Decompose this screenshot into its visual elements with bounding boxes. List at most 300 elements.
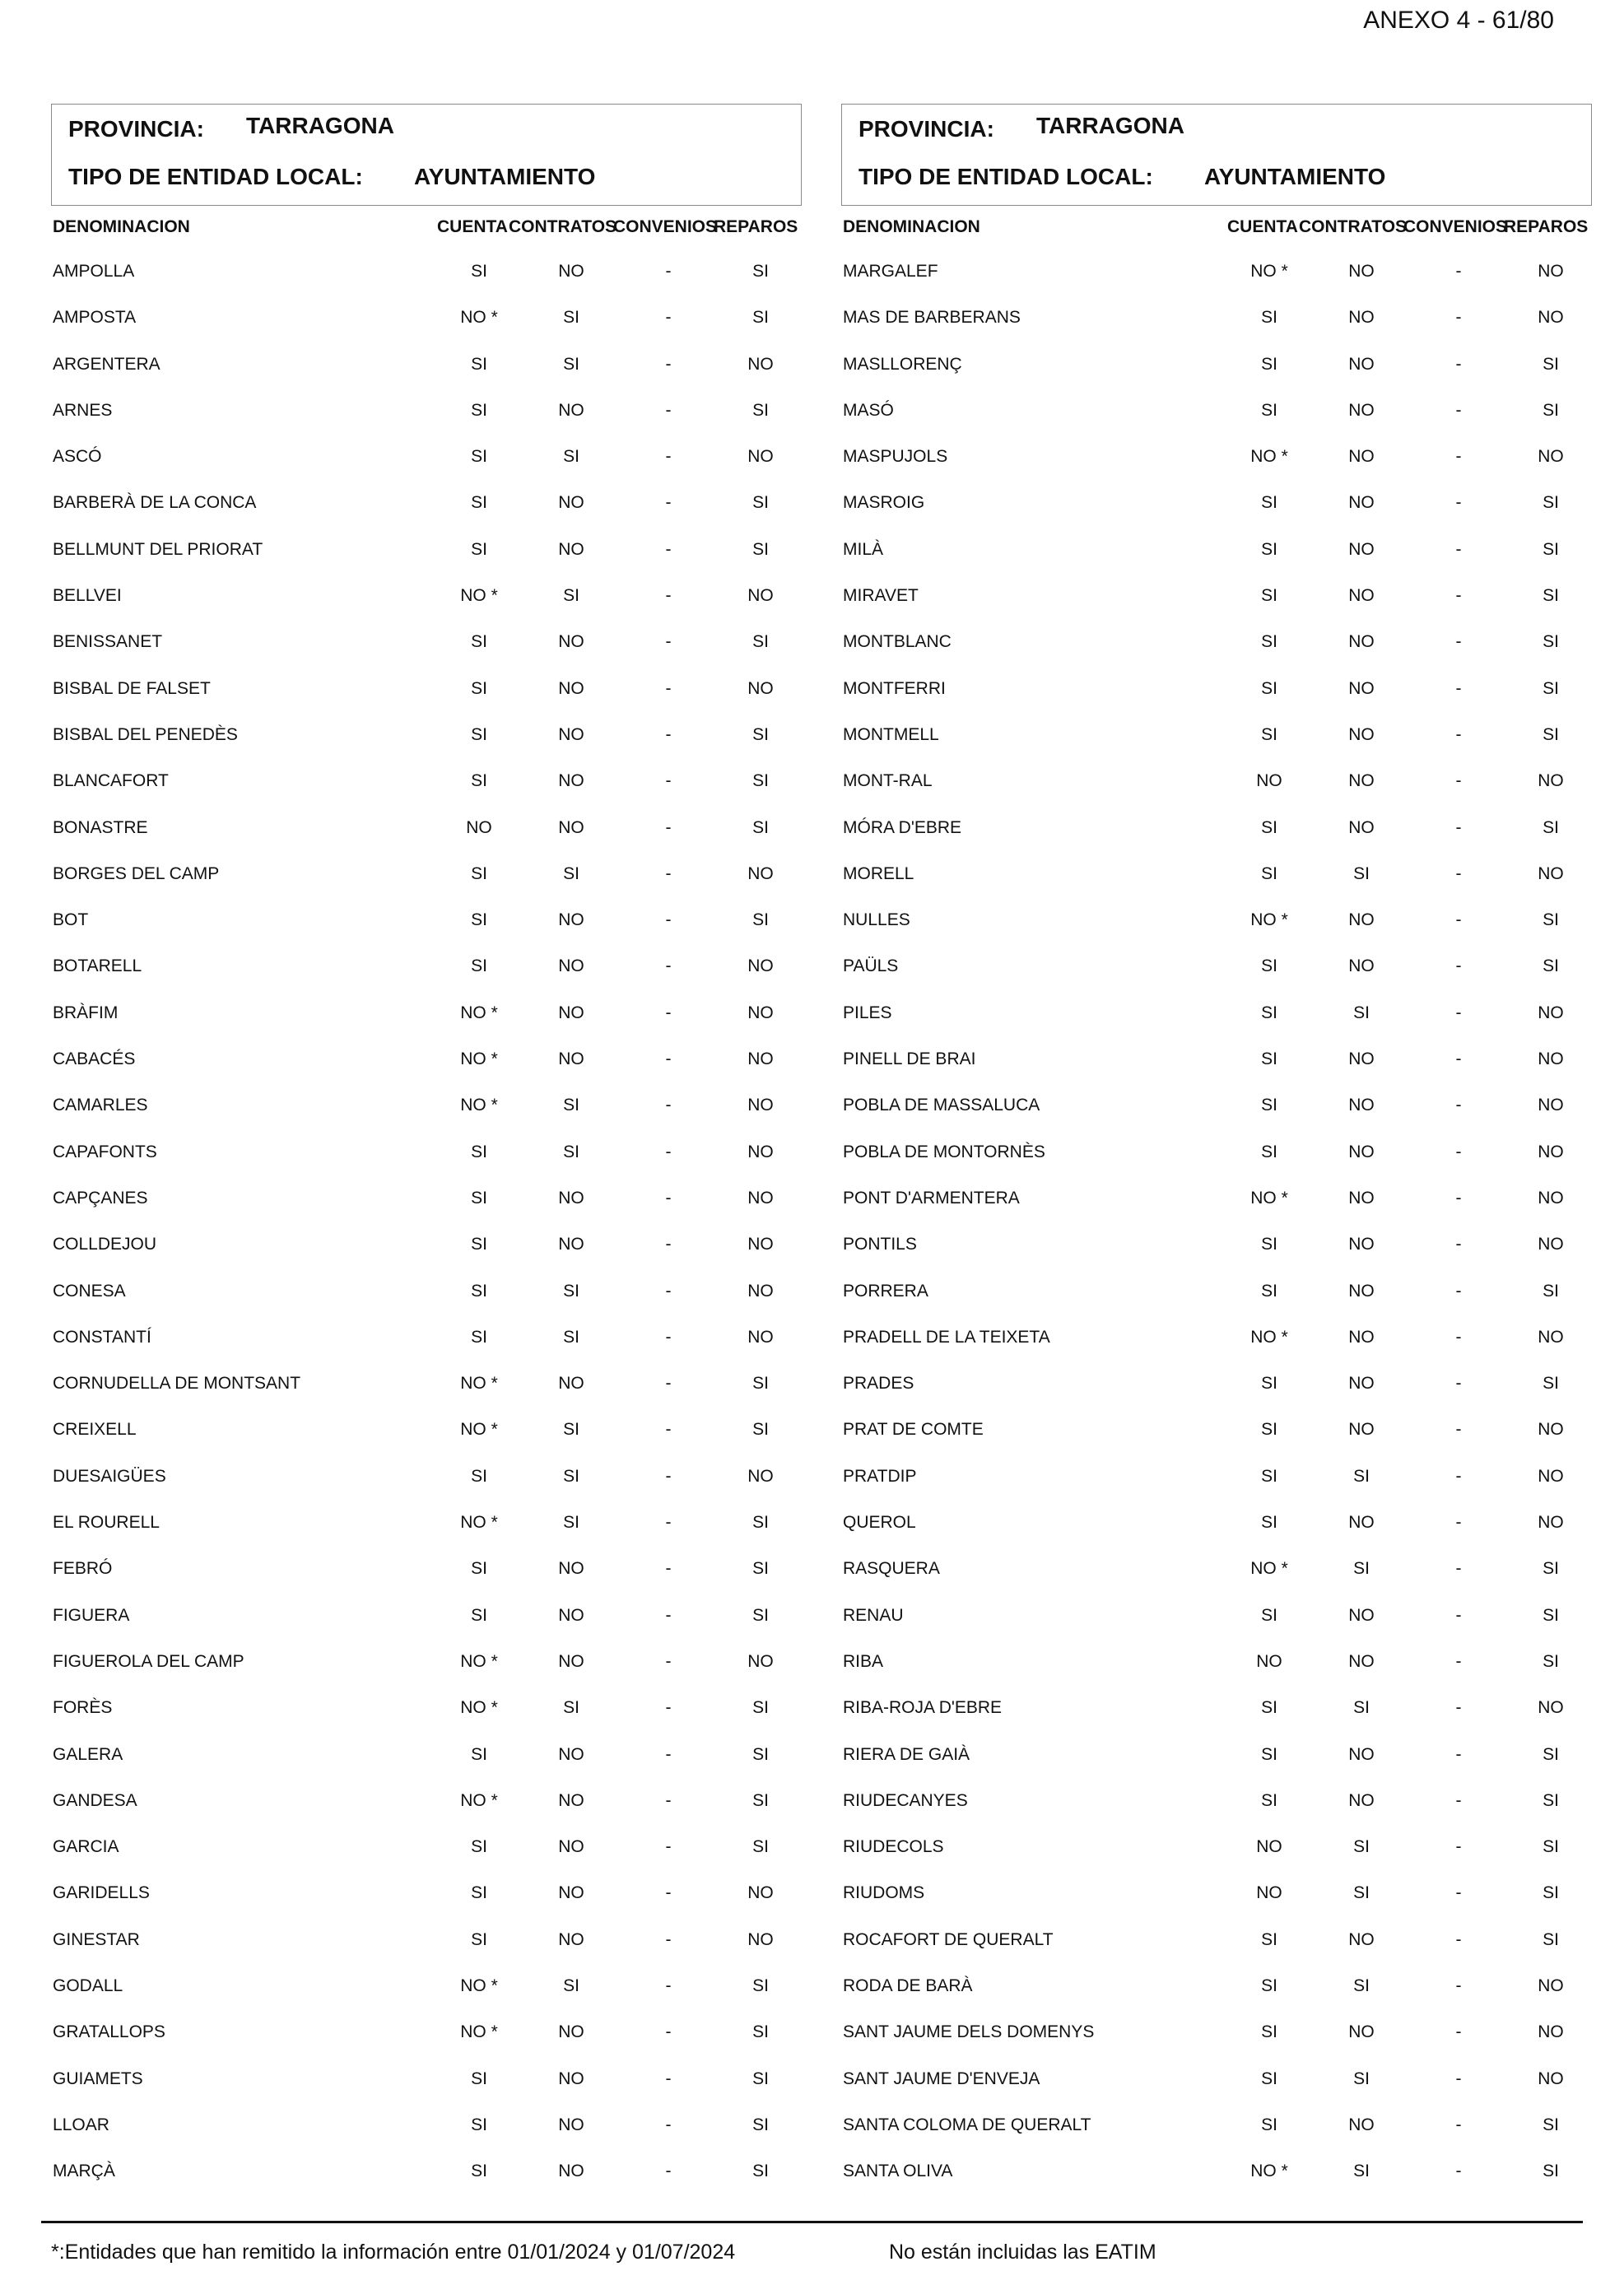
reparos-value: SI bbox=[752, 1559, 769, 1579]
cuenta-value: NO * bbox=[460, 1374, 498, 1394]
contratos-value: SI bbox=[563, 1466, 579, 1486]
contratos-value: NO bbox=[1348, 956, 1375, 976]
convenios-value: - bbox=[1455, 817, 1462, 837]
table-row bbox=[841, 943, 1592, 989]
cuenta-value: NO * bbox=[460, 586, 498, 606]
convenios-value: - bbox=[665, 2115, 672, 2134]
cuenta-value: SI bbox=[471, 771, 487, 791]
entity-name: CABACÉS bbox=[53, 1049, 136, 1069]
entity-name: BARBERÀ DE LA CONCA bbox=[53, 493, 257, 513]
reparos-value: SI bbox=[1543, 910, 1559, 930]
table-row bbox=[51, 1685, 802, 1731]
convenios-value: - bbox=[665, 1142, 672, 1161]
reparos-value: NO bbox=[1538, 1142, 1564, 1161]
entity-name: PRAT DE COMTE bbox=[843, 1420, 984, 1440]
table-row bbox=[841, 1732, 1592, 1778]
cuenta-value: SI bbox=[471, 400, 487, 420]
convenios-value: - bbox=[665, 262, 672, 281]
reparos-value: NO bbox=[1538, 1003, 1564, 1022]
contratos-value: NO bbox=[1348, 678, 1375, 698]
cuenta-value: SI bbox=[471, 2115, 487, 2134]
table-row bbox=[51, 249, 802, 295]
cuenta-value: SI bbox=[471, 956, 487, 976]
cuenta-value: NO * bbox=[460, 1096, 498, 1115]
contratos-value: NO bbox=[1348, 1049, 1375, 1069]
cuenta-value: SI bbox=[471, 1281, 487, 1301]
entity-name: SANTA OLIVA bbox=[843, 2162, 953, 2181]
contratos-value: NO bbox=[1348, 1327, 1375, 1347]
entity-name: RIBA bbox=[843, 1651, 884, 1671]
cuenta-value: SI bbox=[1261, 1374, 1277, 1394]
table-row bbox=[51, 1593, 802, 1639]
cuenta-value: SI bbox=[1261, 1976, 1277, 1995]
contratos-value: NO bbox=[1348, 354, 1375, 374]
entity-name: GALERA bbox=[53, 1744, 123, 1764]
contratos-value: NO bbox=[1348, 724, 1375, 744]
entity-name: BORGES DEL CAMP bbox=[53, 863, 220, 883]
table-row bbox=[841, 2148, 1592, 2194]
entity-name: RIBA-ROJA D'EBRE bbox=[843, 1698, 1003, 1718]
entity-name: MÓRA D'EBRE bbox=[843, 817, 962, 837]
reparos-value: NO bbox=[1538, 447, 1564, 467]
convenios-value: - bbox=[1455, 1281, 1462, 1301]
contratos-value: NO bbox=[558, 1929, 584, 1949]
contratos-value: NO bbox=[1348, 1744, 1375, 1764]
reparos-value: SI bbox=[1543, 956, 1559, 976]
left-panel bbox=[51, 104, 802, 2194]
reparos-value: SI bbox=[1543, 1559, 1559, 1579]
convenios-value: - bbox=[665, 1883, 672, 1903]
convenios-value: - bbox=[1455, 493, 1462, 513]
entity-name: AMPOLLA bbox=[53, 262, 135, 281]
table-row bbox=[841, 1824, 1592, 1870]
table-row bbox=[51, 1222, 802, 1268]
convenios-value: - bbox=[1455, 2162, 1462, 2181]
contratos-value: SI bbox=[563, 1420, 579, 1440]
col-reparos: REPAROS bbox=[1504, 217, 1589, 236]
contratos-value: SI bbox=[563, 447, 579, 467]
cuenta-value: SI bbox=[1261, 539, 1277, 559]
contratos-value: SI bbox=[1353, 863, 1370, 883]
entity-name: POBLA DE MASSALUCA bbox=[843, 1096, 1040, 1115]
convenios-value: - bbox=[665, 447, 672, 467]
convenios-value: - bbox=[1455, 308, 1462, 328]
contratos-value: NO bbox=[558, 2022, 584, 2042]
reparos-value: NO bbox=[1538, 1976, 1564, 1995]
convenios-value: - bbox=[665, 1790, 672, 1810]
entity-name: QUEROL bbox=[843, 1513, 916, 1533]
convenios-value: - bbox=[1455, 1976, 1462, 1995]
cuenta-value: NO * bbox=[460, 1513, 498, 1533]
contratos-value: NO bbox=[558, 493, 584, 513]
reparos-value: SI bbox=[1543, 1744, 1559, 1764]
table-row bbox=[51, 1500, 802, 1546]
table-row bbox=[51, 527, 802, 573]
reparos-value: SI bbox=[752, 1374, 769, 1394]
header-box bbox=[841, 104, 1592, 206]
entity-name: ARGENTERA bbox=[53, 354, 161, 374]
entity-name: EL ROURELL bbox=[53, 1513, 160, 1533]
entity-name: PRADELL DE LA TEIXETA bbox=[843, 1327, 1050, 1347]
reparos-value: NO bbox=[1538, 1235, 1564, 1254]
reparos-value: SI bbox=[752, 2162, 769, 2181]
convenios-value: - bbox=[665, 1374, 672, 1394]
contratos-value: NO bbox=[558, 2069, 584, 2088]
entity-name: CONESA bbox=[53, 1281, 126, 1301]
reparos-value: NO bbox=[1538, 308, 1564, 328]
reparos-value: NO bbox=[1538, 1188, 1564, 1208]
contratos-value: SI bbox=[563, 308, 579, 328]
convenios-value: - bbox=[665, 632, 672, 652]
reparos-value: NO bbox=[747, 1651, 774, 1671]
convenios-value: - bbox=[1455, 2069, 1462, 2088]
entity-name: AMPOSTA bbox=[53, 308, 137, 328]
convenios-value: - bbox=[665, 1605, 672, 1625]
table-row bbox=[51, 1454, 802, 1500]
contratos-value: NO bbox=[558, 1235, 584, 1254]
cuenta-value: SI bbox=[471, 632, 487, 652]
entity-name: MONTFERRI bbox=[843, 678, 946, 698]
contratos-value: SI bbox=[1353, 1837, 1370, 1857]
reparos-value: SI bbox=[752, 1420, 769, 1440]
convenios-value: - bbox=[1455, 1605, 1462, 1625]
reparos-value: NO bbox=[747, 354, 774, 374]
reparos-value: SI bbox=[752, 910, 769, 930]
cuenta-value: SI bbox=[471, 1235, 487, 1254]
table-row bbox=[51, 388, 802, 434]
reparos-value: SI bbox=[752, 262, 769, 281]
cuenta-value: SI bbox=[1261, 1096, 1277, 1115]
convenios-value: - bbox=[665, 1466, 672, 1486]
reparos-value: SI bbox=[1543, 539, 1559, 559]
cuenta-value: SI bbox=[471, 1883, 487, 1903]
tipo-entidad-value: AYUNTAMIENTO bbox=[414, 164, 596, 189]
convenios-value: - bbox=[665, 863, 672, 883]
entity-name: GARCIA bbox=[53, 1837, 119, 1857]
entity-name: ROCAFORT DE QUERALT bbox=[843, 1929, 1054, 1949]
table-row bbox=[51, 2148, 802, 2194]
entity-name: BELLVEI bbox=[53, 586, 122, 606]
convenios-value: - bbox=[1455, 1003, 1462, 1022]
contratos-value: SI bbox=[1353, 1698, 1370, 1718]
reparos-value: SI bbox=[752, 1976, 769, 1995]
tipo-entidad-value: AYUNTAMIENTO bbox=[1204, 164, 1386, 189]
reparos-value: SI bbox=[752, 493, 769, 513]
convenios-value: - bbox=[665, 1744, 672, 1764]
convenios-value: - bbox=[1455, 447, 1462, 467]
contratos-value: NO bbox=[1348, 447, 1375, 467]
contratos-value: NO bbox=[1348, 2115, 1375, 2134]
entity-name: SANT JAUME DELS DOMENYS bbox=[843, 2022, 1095, 2042]
reparos-value: SI bbox=[1543, 817, 1559, 837]
contratos-value: NO bbox=[558, 262, 584, 281]
reparos-value: SI bbox=[1543, 400, 1559, 420]
cuenta-value: NO * bbox=[460, 1049, 498, 1069]
table-row bbox=[841, 1917, 1592, 1963]
contratos-value: SI bbox=[563, 1096, 579, 1115]
contratos-value: NO bbox=[1348, 1096, 1375, 1115]
table-row bbox=[51, 990, 802, 1036]
contratos-value: NO bbox=[1348, 493, 1375, 513]
table-row bbox=[51, 342, 802, 388]
reparos-value: SI bbox=[1543, 724, 1559, 744]
cuenta-value: SI bbox=[1261, 400, 1277, 420]
contratos-value: NO bbox=[1348, 910, 1375, 930]
contratos-value: NO bbox=[558, 1790, 584, 1810]
reparos-value: SI bbox=[752, 2022, 769, 2042]
cuenta-value: NO * bbox=[460, 308, 498, 328]
reparos-value: NO bbox=[1538, 1466, 1564, 1486]
cuenta-value: SI bbox=[1261, 956, 1277, 976]
cuenta-value: SI bbox=[471, 863, 487, 883]
entity-name: NULLES bbox=[843, 910, 910, 930]
contratos-value: NO bbox=[1348, 262, 1375, 281]
contratos-value: NO bbox=[558, 1605, 584, 1625]
cuenta-value: NO * bbox=[1250, 1188, 1288, 1208]
convenios-value: - bbox=[665, 724, 672, 744]
table-row bbox=[51, 2009, 802, 2055]
table-row bbox=[841, 1268, 1592, 1315]
entity-name: BLANCAFORT bbox=[53, 771, 169, 791]
convenios-value: - bbox=[665, 1188, 672, 1208]
entity-name: GODALL bbox=[53, 1976, 123, 1995]
table-row bbox=[841, 527, 1592, 573]
table-row bbox=[51, 619, 802, 665]
col-contratos: CONTRATOS bbox=[1299, 217, 1408, 236]
table-row bbox=[51, 666, 802, 712]
reparos-value: NO bbox=[1538, 262, 1564, 281]
cuenta-value: SI bbox=[471, 1929, 487, 1949]
reparos-value: SI bbox=[752, 632, 769, 652]
contratos-value: NO bbox=[558, 1559, 584, 1579]
convenios-value: - bbox=[1455, 1883, 1462, 1903]
reparos-value: NO bbox=[747, 1096, 774, 1115]
table-row bbox=[841, 619, 1592, 665]
cuenta-value: SI bbox=[1261, 863, 1277, 883]
convenios-value: - bbox=[665, 2022, 672, 2042]
reparos-value: SI bbox=[752, 724, 769, 744]
table-row bbox=[841, 1361, 1592, 1407]
cuenta-value: SI bbox=[1261, 2022, 1277, 2042]
reparos-value: SI bbox=[1543, 2115, 1559, 2134]
reparos-value: SI bbox=[752, 2115, 769, 2134]
convenios-value: - bbox=[1455, 1837, 1462, 1857]
entity-name: POBLA DE MONTORNÈS bbox=[843, 1142, 1045, 1161]
reparos-value: NO bbox=[747, 586, 774, 606]
cuenta-value: SI bbox=[1261, 1142, 1277, 1161]
contratos-value: SI bbox=[1353, 2069, 1370, 2088]
col-reparos: REPAROS bbox=[714, 217, 798, 236]
convenios-value: - bbox=[665, 1559, 672, 1579]
table-row bbox=[51, 1407, 802, 1453]
convenios-value: - bbox=[665, 956, 672, 976]
contratos-value: NO bbox=[1348, 400, 1375, 420]
table-row bbox=[51, 851, 802, 897]
table-row bbox=[841, 1454, 1592, 1500]
table-row bbox=[51, 805, 802, 851]
entity-name: MASLLORENÇ bbox=[843, 354, 962, 374]
reparos-value: NO bbox=[747, 1281, 774, 1301]
contratos-value: NO bbox=[558, 632, 584, 652]
cuenta-value: SI bbox=[1261, 493, 1277, 513]
reparos-value: SI bbox=[752, 1513, 769, 1533]
entity-name: RODA DE BARÀ bbox=[843, 1976, 973, 1995]
reparos-value: NO bbox=[1538, 771, 1564, 791]
cuenta-value: SI bbox=[1261, 2069, 1277, 2088]
entity-name: MILÀ bbox=[843, 539, 884, 559]
cuenta-value: SI bbox=[1261, 1605, 1277, 1625]
table-row bbox=[841, 1546, 1592, 1592]
contratos-value: SI bbox=[1353, 2162, 1370, 2181]
cuenta-value: SI bbox=[1261, 724, 1277, 744]
entity-name: MONT-RAL bbox=[843, 771, 933, 791]
contratos-value: NO bbox=[558, 1003, 584, 1022]
reparos-value: NO bbox=[1538, 863, 1564, 883]
convenios-value: - bbox=[1455, 1513, 1462, 1533]
contratos-value: NO bbox=[558, 1374, 584, 1394]
table-row bbox=[841, 1222, 1592, 1268]
page-label: ANEXO 4 - 61/80 bbox=[1363, 7, 1554, 34]
reparos-value: SI bbox=[1543, 2162, 1559, 2181]
table-row bbox=[841, 2009, 1592, 2055]
convenios-value: - bbox=[1455, 956, 1462, 976]
convenios-value: - bbox=[1455, 1374, 1462, 1394]
tipo-entidad-label: TIPO DE ENTIDAD LOCAL: bbox=[68, 164, 363, 189]
convenios-value: - bbox=[665, 678, 672, 698]
col-cuenta: CUENTA bbox=[1227, 217, 1298, 236]
right-table-body bbox=[841, 249, 1592, 2194]
entity-name: CAPÇANES bbox=[53, 1188, 148, 1208]
reparos-value: SI bbox=[1543, 632, 1559, 652]
cuenta-value: NO bbox=[1256, 1837, 1282, 1857]
entity-name: MASPUJOLS bbox=[843, 447, 948, 467]
convenios-value: - bbox=[665, 1976, 672, 1995]
provincia-value: TARRAGONA bbox=[246, 113, 394, 138]
table-row bbox=[841, 573, 1592, 619]
cuenta-value: NO * bbox=[1250, 1327, 1288, 1347]
entity-name: MASROIG bbox=[843, 493, 925, 513]
convenios-value: - bbox=[1455, 1188, 1462, 1208]
entity-name: MAS DE BARBERANS bbox=[843, 308, 1021, 328]
cuenta-value: SI bbox=[1261, 1420, 1277, 1440]
contratos-value: NO bbox=[1348, 1929, 1375, 1949]
convenios-value: - bbox=[1455, 354, 1462, 374]
convenios-value: - bbox=[1455, 1559, 1462, 1579]
reparos-value: SI bbox=[752, 539, 769, 559]
cuenta-value: SI bbox=[1261, 308, 1277, 328]
entity-name: BONASTRE bbox=[53, 817, 148, 837]
entity-name: GRATALLOPS bbox=[53, 2022, 165, 2042]
reparos-value: SI bbox=[752, 2069, 769, 2088]
contratos-value: SI bbox=[1353, 1559, 1370, 1579]
cuenta-value: SI bbox=[471, 1188, 487, 1208]
cuenta-value: SI bbox=[471, 910, 487, 930]
contratos-value: NO bbox=[558, 1744, 584, 1764]
cuenta-value: NO bbox=[1256, 771, 1282, 791]
cuenta-value: SI bbox=[471, 1837, 487, 1857]
convenios-value: - bbox=[665, 539, 672, 559]
cuenta-value: SI bbox=[1261, 1929, 1277, 1949]
cuenta-value: SI bbox=[471, 493, 487, 513]
entity-name: CORNUDELLA DE MONTSANT bbox=[53, 1374, 301, 1394]
entity-name: MONTBLANC bbox=[843, 632, 952, 652]
table-row bbox=[841, 249, 1592, 295]
footer-note: *:Entidades que han remitido la información entre 01/01/2024 y 01/07/2024 bbox=[51, 2241, 736, 2264]
convenios-value: - bbox=[665, 1651, 672, 1671]
reparos-value: SI bbox=[1543, 1374, 1559, 1394]
table-row bbox=[841, 1639, 1592, 1685]
contratos-value: NO bbox=[558, 1049, 584, 1069]
convenios-value: - bbox=[665, 817, 672, 837]
table-row bbox=[841, 712, 1592, 758]
reparos-value: NO bbox=[1538, 1513, 1564, 1533]
reparos-value: SI bbox=[752, 1698, 769, 1718]
convenios-value: - bbox=[1455, 2022, 1462, 2042]
reparos-value: SI bbox=[1543, 1651, 1559, 1671]
convenios-value: - bbox=[1455, 863, 1462, 883]
reparos-value: SI bbox=[1543, 1790, 1559, 1810]
contratos-value: SI bbox=[563, 1698, 579, 1718]
table-row bbox=[51, 1268, 802, 1315]
convenios-value: - bbox=[665, 308, 672, 328]
table-row bbox=[51, 1036, 802, 1082]
reparos-value: NO bbox=[747, 1235, 774, 1254]
entity-name: RASQUERA bbox=[843, 1559, 940, 1579]
contratos-value: NO bbox=[558, 956, 584, 976]
convenios-value: - bbox=[1455, 678, 1462, 698]
cuenta-value: SI bbox=[471, 539, 487, 559]
table-row bbox=[841, 1129, 1592, 1175]
cuenta-value: SI bbox=[471, 1327, 487, 1347]
reparos-value: NO bbox=[747, 956, 774, 976]
col-convenios: CONVENIOS bbox=[1403, 217, 1508, 236]
contratos-value: NO bbox=[558, 1883, 584, 1903]
table-row bbox=[51, 1824, 802, 1870]
table-row bbox=[51, 1639, 802, 1685]
reparos-value: SI bbox=[752, 1837, 769, 1857]
convenios-value: - bbox=[1455, 910, 1462, 930]
cuenta-value: SI bbox=[1261, 2115, 1277, 2134]
convenios-value: - bbox=[1455, 771, 1462, 791]
col-denominacion: DENOMINACION bbox=[843, 217, 980, 236]
contratos-value: SI bbox=[1353, 1003, 1370, 1022]
table-row bbox=[51, 2056, 802, 2102]
right-panel bbox=[841, 104, 1592, 2194]
reparos-value: SI bbox=[1543, 586, 1559, 606]
convenios-value: - bbox=[665, 1513, 672, 1533]
cuenta-value: SI bbox=[471, 354, 487, 374]
entity-name: LLOAR bbox=[53, 2115, 109, 2134]
entity-name: MONTMELL bbox=[843, 724, 939, 744]
contratos-value: NO bbox=[1348, 1142, 1375, 1161]
cuenta-value: SI bbox=[471, 1605, 487, 1625]
contratos-value: NO bbox=[1348, 1790, 1375, 1810]
convenios-value: - bbox=[1455, 2115, 1462, 2134]
column-header bbox=[51, 211, 802, 249]
entity-name: RIUDECOLS bbox=[843, 1837, 944, 1857]
entity-name: FORÈS bbox=[53, 1698, 113, 1718]
convenios-value: - bbox=[665, 1096, 672, 1115]
convenios-value: - bbox=[665, 1698, 672, 1718]
table-row bbox=[51, 943, 802, 989]
convenios-value: - bbox=[1455, 1049, 1462, 1069]
convenios-value: - bbox=[1455, 724, 1462, 744]
entity-name: SANTA COLOMA DE QUERALT bbox=[843, 2115, 1091, 2134]
contratos-value: NO bbox=[1348, 771, 1375, 791]
table-row bbox=[841, 388, 1592, 434]
cuenta-value: NO bbox=[466, 817, 492, 837]
contratos-value: NO bbox=[1348, 1281, 1375, 1301]
